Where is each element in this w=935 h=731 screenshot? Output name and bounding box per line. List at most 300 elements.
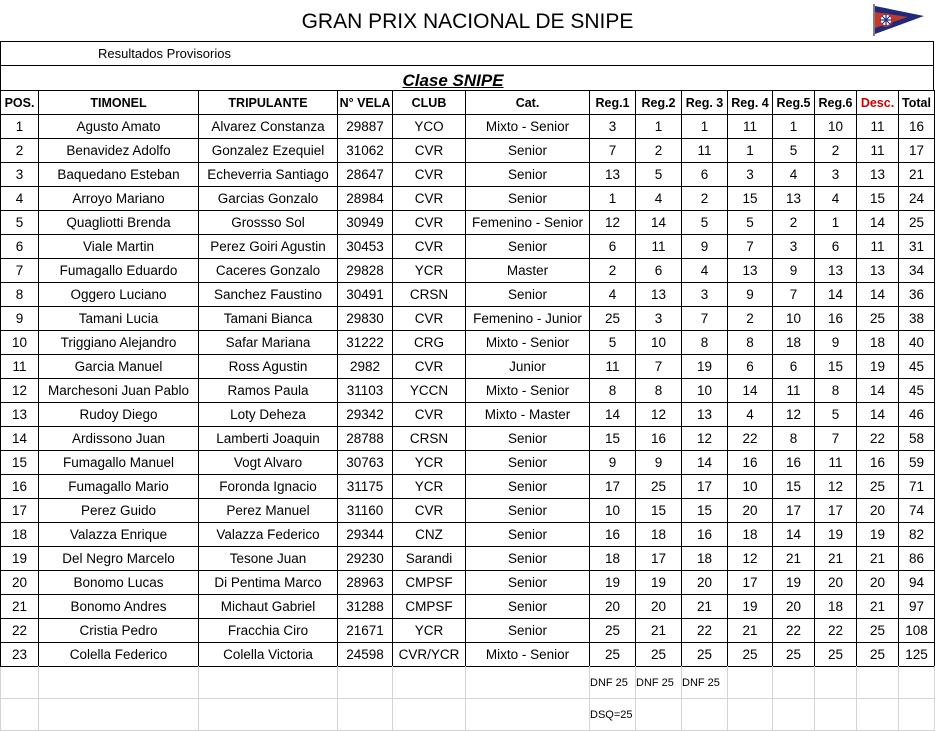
cell-vela: 31288 [338,595,393,619]
header-cat: Cat. [466,91,590,115]
cell-reg5: 22 [773,619,815,643]
cell-reg3: 14 [682,451,728,475]
cell-desc: 14 [857,403,899,427]
cell-total: 38 [899,307,935,331]
cell-tripulante: Caceres Gonzalo [199,259,338,283]
cell-total: 16 [899,115,935,139]
cell-timonel: Baquedano Esteban [39,163,199,187]
table-row [1,211,935,235]
cell-pos: 23 [1,643,39,667]
cell-reg6: 8 [815,379,857,403]
cell-reg6: 19 [815,523,857,547]
cell-vela: 28647 [338,163,393,187]
cell-total: 34 [899,259,935,283]
cell-reg5: 8 [773,427,815,451]
cell-reg4: 25 [728,643,773,667]
cell-club: YCCN [393,379,466,403]
cell-reg3: 22 [682,619,728,643]
cell-reg2: 2 [636,139,682,163]
cell-desc: 11 [857,139,899,163]
table-row [1,355,935,379]
cell-vela: 24598 [338,643,393,667]
cell-pos: 19 [1,547,39,571]
cell-total: 25 [899,211,935,235]
cell-tripulante: Loty Deheza [199,403,338,427]
table-row [1,523,935,547]
cell-total: 17 [899,139,935,163]
cell-total: 97 [899,595,935,619]
cell-reg5: 7 [773,283,815,307]
cell-pos: 5 [1,211,39,235]
cell-desc: 25 [857,643,899,667]
header-desc: Desc. [857,91,899,115]
cell-vela: 28788 [338,427,393,451]
table-row [1,139,935,163]
cell-desc: 25 [857,475,899,499]
table-row [1,187,935,211]
cell-club: YCR [393,475,466,499]
cell-club: CVR [393,355,466,379]
cell-reg6: 10 [815,115,857,139]
header-pos: POS. [1,91,39,115]
table-row [1,259,935,283]
cell-cat: Senior [466,571,590,595]
cell-reg1: 11 [590,355,636,379]
cell-timonel: Ardissono Juan [39,427,199,451]
cell-club: YCR [393,619,466,643]
cell-timonel: Oggero Luciano [39,283,199,307]
cell-reg1: 13 [590,163,636,187]
cell-timonel: Quagliotti Brenda [39,211,199,235]
table-row [1,643,935,667]
cell-pos: 13 [1,403,39,427]
cell-total: 108 [899,619,935,643]
cell-vela: 31062 [338,139,393,163]
cell-reg6: 15 [815,355,857,379]
cell-reg6: 13 [815,259,857,283]
table-row [1,379,935,403]
cell-reg6: 16 [815,307,857,331]
cell-reg2: 3 [636,307,682,331]
cell-reg5: 6 [773,355,815,379]
cell-desc: 15 [857,187,899,211]
header-club: CLUB [393,91,466,115]
cell-pos: 20 [1,571,39,595]
cell-timonel: Arroyo Mariano [39,187,199,211]
cell-reg2: 25 [636,475,682,499]
cell-reg5: 13 [773,187,815,211]
cell-reg4: 1 [728,139,773,163]
cell-desc: 11 [857,235,899,259]
cell-desc: 25 [857,307,899,331]
cell-total: 94 [899,571,935,595]
cell-reg1: 8 [590,379,636,403]
cell-reg5: 12 [773,403,815,427]
cell-vela: 21671 [338,619,393,643]
cell-reg3: 11 [682,139,728,163]
cell-reg3: 19 [682,355,728,379]
header-vela: N° VELA [338,91,393,115]
cell-vela: 30949 [338,211,393,235]
cell-timonel: Fumagallo Manuel [39,451,199,475]
cell-timonel: Bonomo Lucas [39,571,199,595]
cell-tripulante: Valazza Federico [199,523,338,547]
cell-vela: 28984 [338,187,393,211]
cell-reg6: 2 [815,139,857,163]
cell-tripulante: Ramos Paula [199,379,338,403]
results-table [0,90,935,667]
cell-reg3: 7 [682,307,728,331]
cell-cat: Senior [466,475,590,499]
cell-pos: 16 [1,475,39,499]
cell-reg6: 7 [815,427,857,451]
cell-desc: 18 [857,331,899,355]
cell-club: CNZ [393,523,466,547]
cell-reg5: 19 [773,571,815,595]
header-reg2: Reg.2 [636,91,682,115]
cell-total: 125 [899,643,935,667]
footnote-dsq-reg1: DSQ=25 [590,699,636,731]
cell-reg1: 25 [590,643,636,667]
cell-cat: Senior [466,163,590,187]
cell-timonel: Cristia Pedro [39,619,199,643]
cell-club: Sarandi [393,547,466,571]
cell-vela: 31175 [338,475,393,499]
cell-reg6: 18 [815,595,857,619]
cell-reg3: 10 [682,379,728,403]
cell-club: CMPSF [393,571,466,595]
cell-total: 71 [899,475,935,499]
cell-reg5: 1 [773,115,815,139]
header-reg5: Reg.5 [773,91,815,115]
cell-vela: 2982 [338,355,393,379]
table-row [1,115,935,139]
cell-vela: 29887 [338,115,393,139]
cell-vela: 29342 [338,403,393,427]
subtitle: Resultados Provisorios [98,46,231,61]
cell-timonel: Viale Martin [39,235,199,259]
cell-reg6: 6 [815,235,857,259]
cell-cat: Mixto - Senior [466,379,590,403]
cell-vela: 30453 [338,235,393,259]
cell-club: CVR [393,163,466,187]
cell-tripulante: Grossso Sol [199,211,338,235]
cell-reg6: 21 [815,547,857,571]
cell-cat: Master [466,259,590,283]
cell-timonel: Valazza Enrique [39,523,199,547]
cell-tripulante: Lamberti Joaquin [199,427,338,451]
cell-timonel: Agusto Amato [39,115,199,139]
cell-reg6: 3 [815,163,857,187]
cell-cat: Mixto - Master [466,403,590,427]
cell-reg2: 15 [636,499,682,523]
cell-tripulante: Di Pentima Marco [199,571,338,595]
cell-cat: Mixto - Senior [466,643,590,667]
cell-pos: 4 [1,187,39,211]
cell-reg3: 16 [682,523,728,547]
cell-reg6: 12 [815,475,857,499]
cell-timonel: Bonomo Andres [39,595,199,619]
cell-cat: Senior [466,187,590,211]
table-row [1,571,935,595]
table-row [1,619,935,643]
cell-pos: 9 [1,307,39,331]
cell-reg1: 17 [590,475,636,499]
cell-desc: 22 [857,427,899,451]
cell-pos: 7 [1,259,39,283]
cell-reg1: 6 [590,235,636,259]
results-body [1,115,935,667]
cell-reg1: 12 [590,211,636,235]
cell-reg5: 20 [773,595,815,619]
table-row [1,499,935,523]
cell-reg6: 1 [815,211,857,235]
cell-reg5: 5 [773,139,815,163]
cell-club: YCR [393,259,466,283]
cell-cat: Senior [466,139,590,163]
cell-reg5: 10 [773,307,815,331]
cell-reg4: 6 [728,355,773,379]
cell-reg3: 12 [682,427,728,451]
cell-reg1: 5 [590,331,636,355]
cell-reg3: 15 [682,499,728,523]
cell-reg5: 11 [773,379,815,403]
cell-reg4: 12 [728,547,773,571]
cell-reg3: 21 [682,595,728,619]
cell-reg1: 14 [590,403,636,427]
cell-cat: Senior [466,547,590,571]
cell-reg2: 9 [636,451,682,475]
footnote-dnf-reg3: DNF 25 [682,667,728,699]
cell-reg1: 19 [590,571,636,595]
cell-reg3: 1 [682,115,728,139]
cell-cat: Senior [466,451,590,475]
header-total: Total [899,91,935,115]
cell-desc: 21 [857,595,899,619]
cell-cat: Mixto - Senior [466,115,590,139]
cell-reg4: 8 [728,331,773,355]
cell-total: 86 [899,547,935,571]
cell-reg5: 25 [773,643,815,667]
cell-tripulante: Fracchia Ciro [199,619,338,643]
cell-timonel: Fumagallo Eduardo [39,259,199,283]
cell-timonel: Del Negro Marcelo [39,547,199,571]
cell-tripulante: Alvarez Constanza [199,115,338,139]
cell-club: CRSN [393,427,466,451]
cell-tripulante: Perez Manuel [199,499,338,523]
cell-club: CVR [393,403,466,427]
cell-reg6: 9 [815,331,857,355]
cell-reg3: 4 [682,259,728,283]
table-row [1,427,935,451]
cell-reg3: 20 [682,571,728,595]
cell-reg2: 1 [636,115,682,139]
cell-reg5: 17 [773,499,815,523]
cell-reg1: 10 [590,499,636,523]
cell-timonel: Fumagallo Mario [39,475,199,499]
cell-cat: Senior [466,499,590,523]
header-tripulante: TRIPULANTE [199,91,338,115]
cell-pos: 15 [1,451,39,475]
cell-cat: Senior [466,523,590,547]
header-reg6: Reg.6 [815,91,857,115]
cell-tripulante: Tesone Juan [199,547,338,571]
cell-reg2: 19 [636,571,682,595]
cell-club: CRSN [393,283,466,307]
cell-vela: 30491 [338,283,393,307]
cell-tripulante: Tamani Bianca [199,307,338,331]
cell-desc: 19 [857,355,899,379]
cell-reg1: 16 [590,523,636,547]
cell-timonel: Perez Guido [39,499,199,523]
table-row [1,595,935,619]
cell-total: 74 [899,499,935,523]
cell-reg2: 20 [636,595,682,619]
table-row [1,331,935,355]
cell-reg4: 22 [728,427,773,451]
cell-tripulante: Echeverria Santiago [199,163,338,187]
cell-tripulante: Safar Mariana [199,331,338,355]
table-row [1,451,935,475]
cell-vela: 30763 [338,451,393,475]
cell-desc: 13 [857,259,899,283]
cell-reg1: 25 [590,307,636,331]
cell-reg4: 14 [728,379,773,403]
cell-total: 36 [899,283,935,307]
cell-total: 58 [899,427,935,451]
cell-reg1: 7 [590,139,636,163]
cell-vela: 29828 [338,259,393,283]
page-title: GRAN PRIX NACIONAL DE SNIPE [301,10,634,33]
cell-reg1: 1 [590,187,636,211]
cell-reg4: 4 [728,403,773,427]
cell-pos: 12 [1,379,39,403]
cell-tripulante: Colella Victoria [199,643,338,667]
cell-reg4: 20 [728,499,773,523]
cell-reg4: 17 [728,571,773,595]
cell-vela: 28963 [338,571,393,595]
cell-reg4: 15 [728,187,773,211]
cell-desc: 13 [857,163,899,187]
cell-desc: 20 [857,571,899,595]
header-reg3: Reg. 3 [682,91,728,115]
cell-reg3: 25 [682,643,728,667]
cell-reg3: 5 [682,211,728,235]
cell-reg1: 25 [590,619,636,643]
cell-timonel: Garcia Manuel [39,355,199,379]
cell-reg5: 21 [773,547,815,571]
cell-vela: 29230 [338,547,393,571]
cell-reg4: 5 [728,211,773,235]
cell-tripulante: Perez Goiri Agustin [199,235,338,259]
footnotes-area [0,666,935,731]
cell-reg5: 15 [773,475,815,499]
cell-reg1: 4 [590,283,636,307]
cell-reg4: 7 [728,235,773,259]
cell-desc: 11 [857,115,899,139]
cell-cat: Femenino - Junior [466,307,590,331]
cell-reg4: 21 [728,619,773,643]
cell-reg6: 25 [815,643,857,667]
cell-reg1: 3 [590,115,636,139]
cell-cat: Femenino - Senior [466,211,590,235]
cell-reg2: 21 [636,619,682,643]
cell-tripulante: Vogt Alvaro [199,451,338,475]
cell-reg4: 3 [728,163,773,187]
cell-total: 82 [899,523,935,547]
cell-reg5: 16 [773,451,815,475]
cell-reg2: 6 [636,259,682,283]
cell-reg2: 11 [636,235,682,259]
cell-pos: 2 [1,139,39,163]
cell-vela: 31103 [338,379,393,403]
footnote-dnf-reg1: DNF 25 [590,667,636,699]
cell-reg6: 20 [815,571,857,595]
cell-cat: Senior [466,235,590,259]
cell-total: 21 [899,163,935,187]
cell-club: CVR [393,235,466,259]
cell-reg2: 14 [636,211,682,235]
cell-reg6: 11 [815,451,857,475]
cell-reg3: 17 [682,475,728,499]
cell-vela: 31222 [338,331,393,355]
cell-pos: 8 [1,283,39,307]
cell-reg2: 13 [636,283,682,307]
cell-reg2: 18 [636,523,682,547]
cell-pos: 22 [1,619,39,643]
cell-reg2: 17 [636,547,682,571]
cell-pos: 17 [1,499,39,523]
cell-total: 45 [899,379,935,403]
cell-pos: 6 [1,235,39,259]
cell-club: CVR [393,139,466,163]
cell-reg4: 2 [728,307,773,331]
cell-reg3: 13 [682,403,728,427]
cell-reg3: 8 [682,331,728,355]
class-row [0,65,934,90]
cell-cat: Senior [466,619,590,643]
cell-reg4: 9 [728,283,773,307]
class-label: Clase SNIPE [402,71,504,90]
cell-cat: Junior [466,355,590,379]
cell-tripulante: Sanchez Faustino [199,283,338,307]
cell-pos: 1 [1,115,39,139]
cell-club: CRG [393,331,466,355]
cell-pos: 3 [1,163,39,187]
cell-tripulante: Gonzalez Ezequiel [199,139,338,163]
cell-club: CVR/YCR [393,643,466,667]
table-row [1,307,935,331]
cell-cat: Senior [466,427,590,451]
cell-reg4: 16 [728,451,773,475]
cell-desc: 19 [857,523,899,547]
cell-club: CVR [393,307,466,331]
footnote-dnf-reg2: DNF 25 [636,667,682,699]
cell-reg2: 7 [636,355,682,379]
cell-reg4: 10 [728,475,773,499]
cell-timonel: Benavidez Adolfo [39,139,199,163]
cell-total: 59 [899,451,935,475]
cell-desc: 21 [857,547,899,571]
cell-tripulante: Foronda Ignacio [199,475,338,499]
cell-club: CVR [393,499,466,523]
cell-reg3: 2 [682,187,728,211]
cell-reg2: 4 [636,187,682,211]
cell-timonel: Tamani Lucia [39,307,199,331]
cell-desc: 16 [857,451,899,475]
cell-reg2: 8 [636,379,682,403]
cell-pos: 14 [1,427,39,451]
